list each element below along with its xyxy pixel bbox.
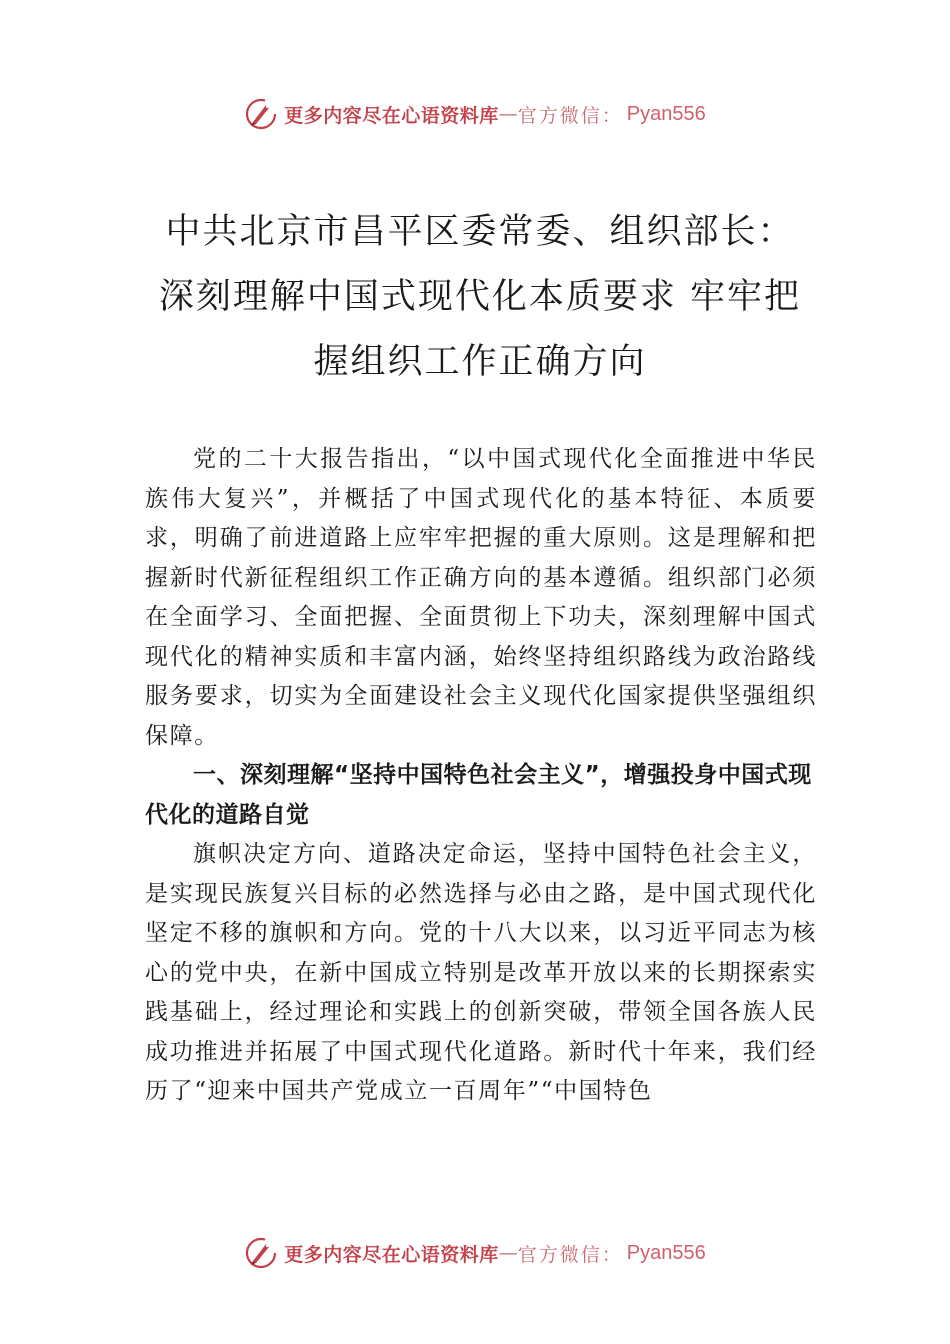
section-heading: 一、深刻理解“坚持中国特色社会主义”，增强投身中国式现代化的道路自觉 bbox=[145, 762, 812, 828]
banner-separator: — bbox=[498, 1242, 518, 1264]
document-body bbox=[145, 440, 817, 1112]
document-title: 中共北京市昌平区委常委、组织部长：深刻理解中国式现代化本质要求 牢牢把握组织工作正确方向 bbox=[158, 212, 802, 382]
pen-circle-logo-icon bbox=[244, 97, 278, 131]
wechat-id: Pyan556 bbox=[626, 102, 706, 125]
banner-separator: — bbox=[498, 103, 518, 125]
pen-circle-logo-icon bbox=[244, 1236, 278, 1270]
wechat-label: 官方微信： bbox=[517, 104, 623, 127]
wechat-id: Pyan556 bbox=[626, 1241, 706, 1264]
footer-banner bbox=[0, 1233, 950, 1273]
brand-text: 更多内容尽在心语资料库 bbox=[284, 1243, 499, 1266]
header-banner bbox=[0, 94, 950, 134]
wechat-label: 官方微信： bbox=[517, 1243, 623, 1266]
intro-paragraph: 党的二十大报告指出，“以中国式现代化全面推进中华民族伟大复兴”，并概括了中国式现代化的基本特征、本质要求，明确了前进道路上应牢牢把握的重大原则。这是理解和把握新时代新征程组织工作正确方向的基本遵循。组织部门必须在全面学习、全面把握、全面贯彻上下功夫，深刻理解中国式现代化的精神实质和丰富内涵，始终坚持组织路线为政治路线服务要求，切实为全面建设社会主义现代化国家提供坚强组织保障。 bbox=[145, 446, 817, 749]
brand-text: 更多内容尽在心语资料库 bbox=[284, 104, 499, 127]
section-paragraph: 旗帜决定方向、道路决定命运，坚持中国特色社会主义，是实现民族复兴目标的必然选择与必由之路，是中国式现代化坚定不移的旗帜和方向。党的十八大以来，以习近平同志为核心的党中央，在新中国成立特别是改革开放以来的长期探索实践基础上，经过理论和实践上的创新突破，带领全国各族人民成功推进并拓展了中国式现代化道路。新时代十年来，我们经历了“迎来中国共产党成立一百周年”“中国特色 bbox=[145, 841, 817, 1104]
